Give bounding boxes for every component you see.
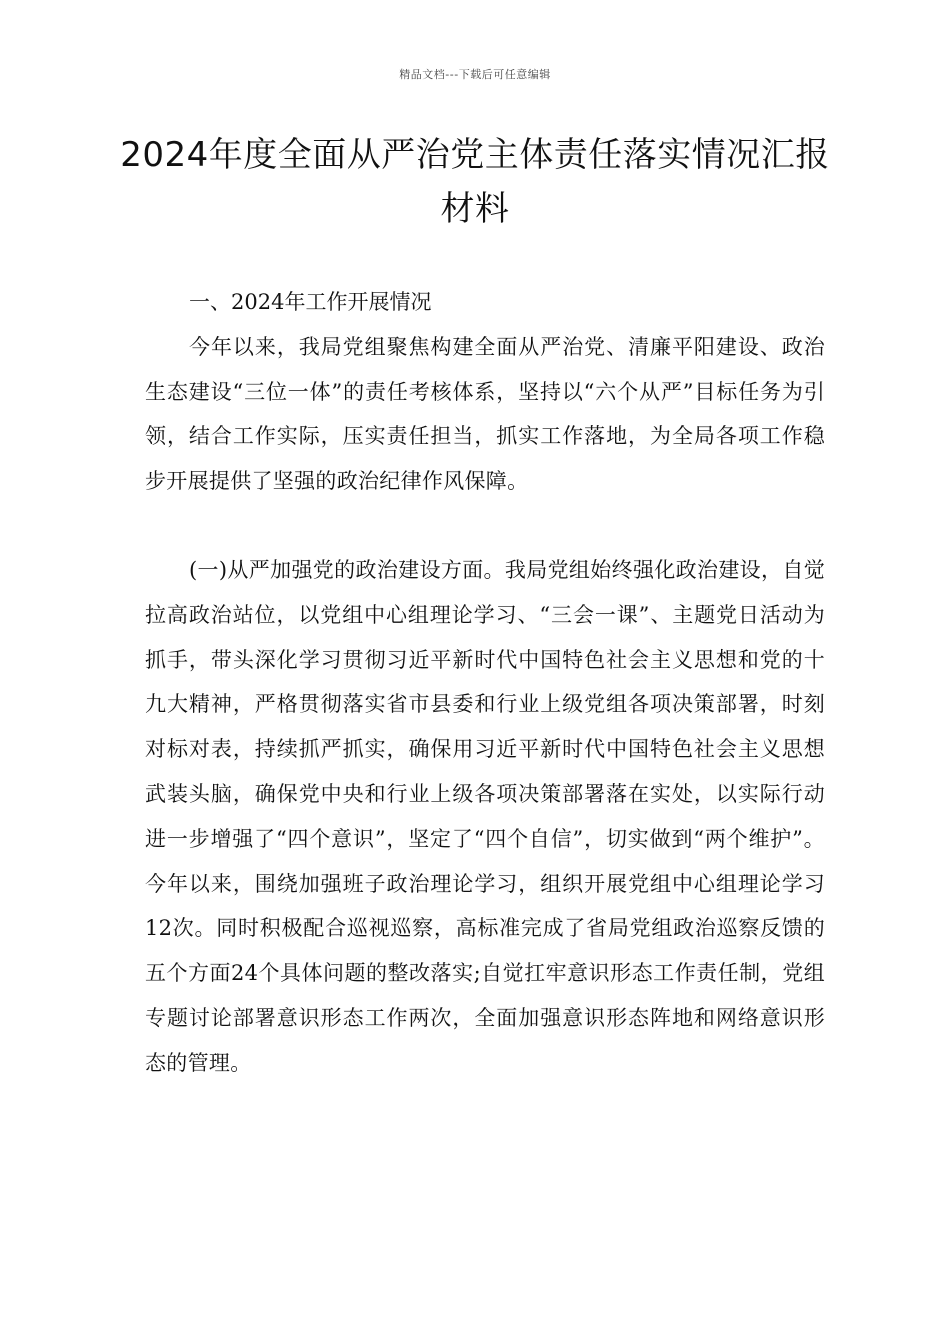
paragraph-spacer bbox=[145, 504, 825, 548]
intro-paragraph: 今年以来，我局党组聚焦构建全面从严治党、清廉平阳建设、政治生态建设“三位一体”的责任考核体系，坚持以“六个从严”目标任务为引领，结合工作实际，压实责任担当，抓实工作落地，为全局各项工作稳步开展提供了坚强的政治纪律作风保障。 bbox=[145, 334, 825, 494]
section-heading: 一、2024年工作开展情况 bbox=[189, 290, 432, 314]
document-title: 2024年度全面从严治党主体责任落实情况汇报材料 bbox=[120, 135, 830, 229]
document-body bbox=[145, 280, 825, 1086]
subsection-paragraph: (一)从严加强党的政治建设方面。我局党组始终强化政治建设，自觉拉高政治站位，以党组中心组理论学习、“三会一课”、主题党日活动为抓手，带头深化学习贯彻习近平新时代中国特色社会主义思想和党的十九大精神，严格贯彻落实省市县委和行业上级党组各项决策部署，时刻对标对表，持续抓严抓实，确保用习近平新时代中国特色社会主义思想武装头脑，确保党中央和行业上级各项决策部署落在实处，以实际行动进一步增强了“四个意识”，坚定了“四个自信”，切实做到“两个维护”。今年以来，围绕加强班子政治理论学习，组织开展党组中心组理论学习12次。同时积极配合巡视巡察，高标准完成了省局党组政治巡察反馈的五个方面24个具体问题的整改落实;自觉扛牢意识形态工作责任制，党组专题讨论部署意识形态工作两次，全面加强意识形态阵地和网络意识形态的管理。 bbox=[145, 557, 825, 1075]
header-note: 精品文档---下载后可任意编辑 bbox=[399, 68, 551, 81]
